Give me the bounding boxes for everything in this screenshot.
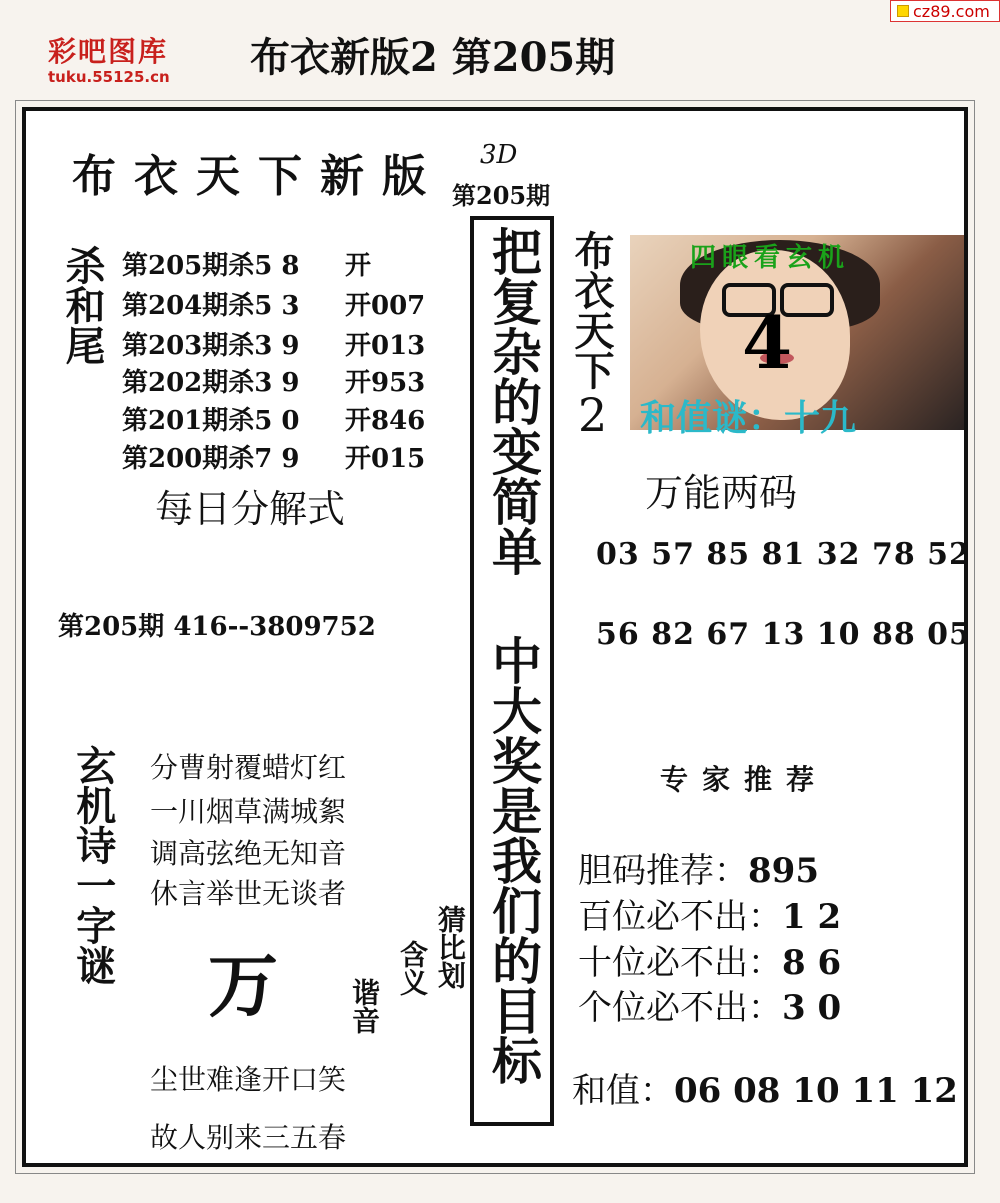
kill-row-left: 第204期杀5 3: [122, 291, 300, 321]
photo-number: 4: [742, 300, 793, 385]
closing-line: 尘世难逢开口笑: [150, 1063, 347, 1096]
kill-row-left: 第200期杀7 9: [122, 444, 300, 474]
side-title: 布衣天下: [568, 230, 615, 390]
expert-title: 专家推荐: [660, 763, 829, 796]
two-code-title: 万能两码: [645, 471, 798, 515]
poem-riddle-label: 玄机诗一字谜: [69, 745, 117, 985]
closing-line: 故人别来三五春: [150, 1121, 347, 1154]
recommend-value: 3 0: [782, 988, 842, 1028]
poem-line: 分曹射覆蜡灯红: [150, 751, 347, 784]
kill-tail-label: 杀和尾: [59, 245, 106, 365]
kill-row-left: 第201期杀5 0: [122, 406, 300, 436]
kill-row-right: 开: [345, 251, 372, 281]
recommend-row: [578, 889, 841, 938]
sum-row: [572, 1063, 958, 1112]
recommend-label: 个位必不出：: [578, 988, 782, 1028]
photo-riddle: 和值谜：十九: [640, 397, 857, 439]
watermark-text: cz89.com: [913, 1, 990, 21]
poem-line: 一川烟草满城絮: [150, 795, 347, 828]
recommend-value: 8 6: [782, 943, 842, 983]
kill-row-right: 开007: [345, 291, 426, 321]
watermark-badge[interactable]: [890, 0, 1000, 22]
recommend-row: [578, 935, 841, 984]
recommend-value: 1 2: [782, 897, 842, 937]
recommend-value: 895: [748, 851, 819, 891]
kill-row-right: 开013: [345, 331, 426, 361]
hint-stroke: 猜比划: [434, 905, 467, 989]
center-slogan: 把复杂的变简单 中大奖是我们的目标: [484, 226, 543, 1085]
daily-decomposition-title: 每日分解式: [155, 487, 346, 531]
kill-row-right: 开953: [345, 368, 426, 398]
kill-row-right: 开015: [345, 444, 426, 474]
kill-row-left: 第205期杀5 8: [122, 251, 300, 281]
page-title: 布衣新版2 第205期: [250, 34, 616, 81]
sum-label: 和值：: [572, 1071, 674, 1111]
recommend-label: 十位必不出：: [578, 943, 782, 983]
poem-line: 调高弦绝无知音: [150, 837, 347, 870]
kill-row-left: 第203期杀3 9: [122, 331, 300, 361]
side-number: 2: [578, 388, 608, 442]
recommend-label: 胆码推荐：: [578, 851, 748, 891]
photo-caption: 四眼看玄机: [690, 243, 851, 273]
recommend-row: [578, 843, 819, 892]
hint-homophone: 谐音: [348, 978, 381, 1034]
site-logo-url[interactable]: tuku.55125.cn: [48, 68, 170, 86]
riddle-character: 万: [208, 944, 278, 1027]
hint-meaning: 含义: [396, 940, 429, 996]
watermark-square-icon: [897, 5, 909, 17]
recommend-label: 百位必不出：: [578, 897, 782, 937]
two-code-line: 56 82 67 13 10 88 05: [596, 617, 971, 652]
two-code-line: 03 57 85 81 32 78 52: [596, 537, 971, 572]
kill-row-right: 开846: [345, 406, 426, 436]
daily-formula: 第205期 416--3809752: [58, 612, 376, 642]
poem-line: 休言举世无谈者: [150, 877, 347, 910]
poster-main-title: 布衣天下新版: [72, 151, 444, 202]
kill-row-left: 第202期杀3 9: [122, 368, 300, 398]
site-logo-title[interactable]: 彩吧图库: [48, 35, 169, 68]
poster-period: 第205期: [452, 181, 551, 210]
tag-3d: 3D: [480, 140, 518, 170]
recommend-row: [578, 980, 841, 1029]
sum-value: 06 08 10 11 12: [674, 1071, 958, 1111]
